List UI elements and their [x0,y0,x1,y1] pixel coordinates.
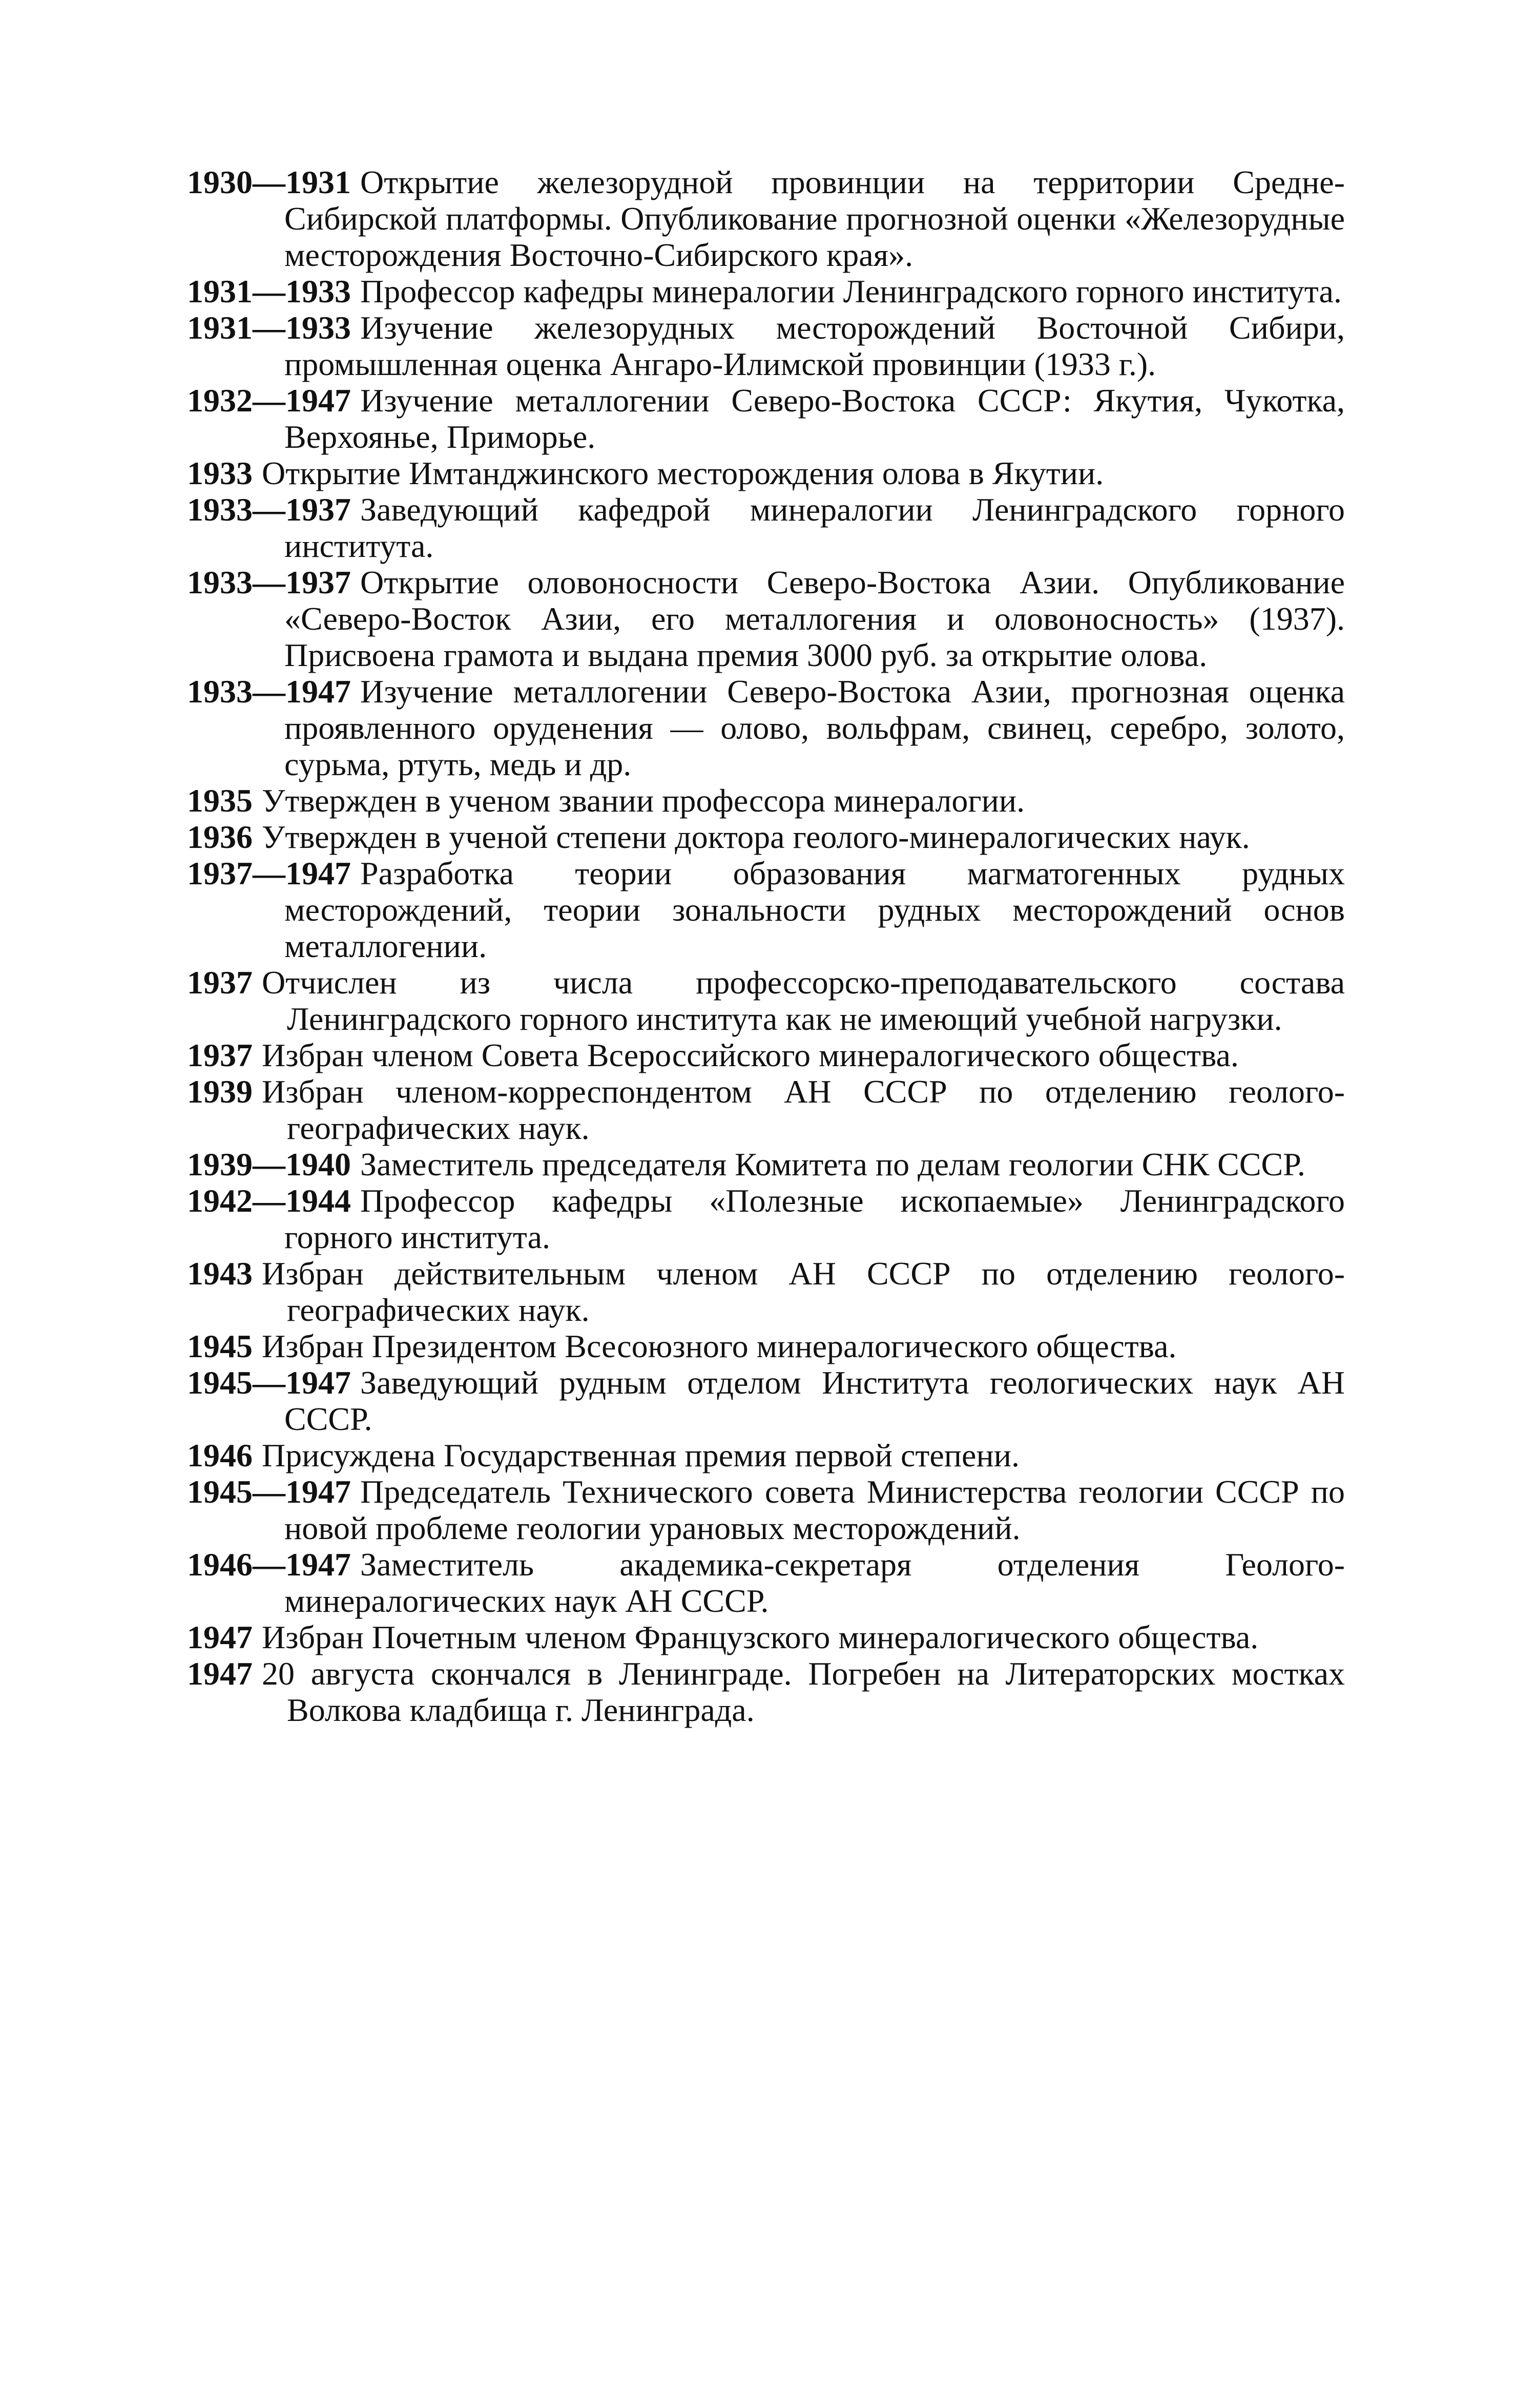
entry-year: 1937 [187,1037,253,1073]
entry-year: 1930—1931 [187,164,351,200]
entry-year: 1931—1933 [187,309,351,346]
chronology-entry [187,1546,1345,1619]
entry-text: Заместитель председателя Комитета по делам геологии СНК СССР. [360,1146,1305,1182]
chronology-entry [187,1473,1345,1546]
chronology-entry [187,782,1345,819]
entry-text: Изучение металлогении Северо-Востока Азии, прогнозная оценка проявленного оруденения — олово, вольфрам, свинец, серебро, золото, сурьма, ртуть, медь и др. [284,673,1345,782]
chronology-entry [187,309,1345,382]
entry-year: 1932—1947 [187,382,351,419]
entry-year: 1945—1947 [187,1364,351,1401]
entry-text: Заместитель академика-секретаря отделения Геолого-минералогических наук АН СССР. [284,1546,1345,1619]
entry-text: Открытие Имтанджинского месторождения олова в Якутии. [262,455,1104,491]
entry-text: Открытие железорудной провинции на территории Средне-Сибирской платформы. Опубликование прогнозной оценки «Железорудные месторождения Восточно-Сибирского края». [284,164,1345,273]
entry-year: 1942—1944 [187,1182,351,1219]
chronology-entry [187,1037,1345,1073]
entry-text: Отчислен из числа профессорско-преподавательского состава Ленинградского горного института как не имеющий учебной нагрузки. [262,964,1345,1037]
entry-text: Заведующий рудным отделом Института геологических наук АН СССР. [284,1364,1345,1437]
entry-text: Утвержден в ученой степени доктора геолого-минералогических наук. [262,819,1250,855]
entry-year: 1947 [187,1655,253,1692]
entry-year: 1935 [187,782,253,819]
entry-text: Заведующий кафедрой минералогии Ленинградского горного института. [284,491,1345,564]
chronology-entry [187,491,1345,564]
entry-year: 1943 [187,1255,253,1292]
chronology-entry [187,1255,1345,1328]
entry-year: 1945 [187,1328,253,1364]
chronology-entry [187,1619,1345,1655]
entry-year: 1937 [187,964,253,1001]
entry-year: 1939 [187,1073,253,1110]
entry-year: 1933—1937 [187,491,351,528]
chronology-entry [187,1655,1345,1728]
chronology-entry [187,964,1345,1037]
chronology-entry [187,1182,1345,1255]
entry-year: 1939—1940 [187,1146,351,1182]
entry-text: Присуждена Государственная премия первой степени. [262,1437,1020,1473]
entry-text: Изучение металлогении Северо-Востока СССР: Якутия, Чукотка, Верхоянье, Приморье. [284,382,1345,455]
entry-text: Избран членом-корреспондентом АН СССР по отделению геолого-географических наук. [262,1073,1345,1146]
chronology-entry [187,1437,1345,1473]
entry-text: Открытие оловоносности Северо-Востока Азии. Опубликование «Северо-Восток Азии, его металлогения и оловоносность» (1937). Присвоена грамота и выдана премия 3000 руб. за открытие олова. [284,564,1345,673]
entry-text: Председатель Технического совета Министерства геологии СССР по новой проблеме геологии урановых месторождений. [284,1473,1345,1546]
entry-year: 1933—1937 [187,564,351,600]
entry-year: 1937—1947 [187,855,351,891]
entry-year: 1936 [187,819,253,855]
entry-text: Профессор кафедры минералогии Ленинградского горного института. [360,273,1342,309]
entry-text: Профессор кафедры «Полезные ископаемые» Ленинградского горного института. [284,1182,1345,1255]
entry-text: Избран Президентом Всесоюзного минералогического общества. [262,1328,1177,1364]
entry-year: 1945—1947 [187,1473,351,1510]
entry-text: Утвержден в ученом звании профессора минералогии. [262,782,1025,819]
chronology-entry [187,455,1345,491]
entry-year: 1933 [187,455,253,491]
chronology-entry [187,1364,1345,1437]
entry-text: 20 августа скончался в Ленинграде. Погребен на Литераторских мостках Волкова кладбища г. Ленинграда. [262,1655,1345,1728]
entry-text: Разработка теории образования магматогенных рудных месторождений, теории зональности рудных месторождений основ металлогении. [284,855,1345,964]
entry-text: Избран Почетным членом Французского минералогического общества. [262,1619,1259,1655]
entry-text: Избран членом Совета Всероссийского минералогического общества. [262,1037,1239,1073]
entry-text: Избран действительным членом АН СССР по отделению геолого-географических наук. [262,1255,1345,1328]
entry-year: 1931—1933 [187,273,351,309]
chronology-entry [187,273,1345,309]
chronology-entry [187,382,1345,455]
chronology-entry [187,673,1345,782]
chronology-entry [187,1073,1345,1146]
chronology-entry [187,819,1345,855]
chronology-entry [187,1328,1345,1364]
chronology-entry [187,564,1345,673]
chronology-entry [187,1146,1345,1182]
entry-year: 1947 [187,1619,253,1655]
entry-year: 1933—1947 [187,673,351,710]
entry-text: Изучение железорудных месторождений Восточной Сибири, промышленная оценка Ангаро-Илимской провинции (1933 г.). [284,309,1345,382]
chronology-entry [187,164,1345,273]
chronology-list [187,164,1345,1728]
chronology-entry [187,855,1345,964]
entry-year: 1946—1947 [187,1546,351,1583]
entry-year: 1946 [187,1437,253,1473]
